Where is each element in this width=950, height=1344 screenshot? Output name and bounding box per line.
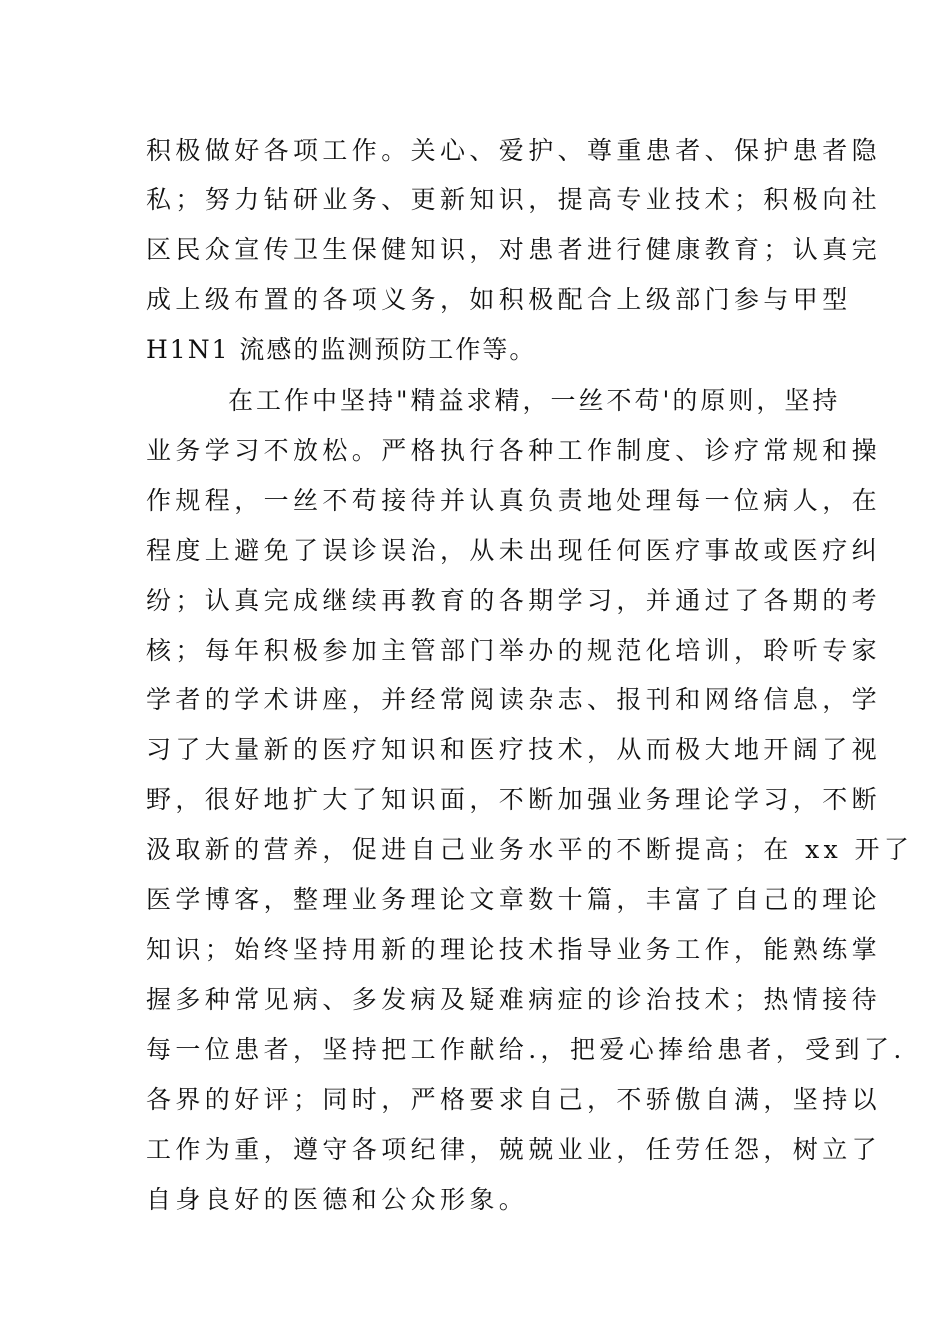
text-line: 汲取新的营养，促进自己业务水平的不断提高；在 xx 开了 [146, 835, 914, 864]
text-line: 握多种常见病、多发病及疑难病症的诊治技术；热情接待 [146, 985, 882, 1014]
text-line: 区民众宣传卫生保健知识，对患者进行健康教育；认真完 [146, 235, 882, 264]
text-line: 工作为重，遵守各项纪律，兢兢业业，任劳任怨，树立了 [146, 1135, 882, 1164]
text-line: 程度上避免了误诊误治，从未出现任何医疗事故或医疗纠 [146, 536, 882, 565]
text-line: H1N1 流感的监测预防工作等。 [146, 335, 537, 364]
text-line: 学者的学术讲座，并经常阅读杂志、报刊和网络信息，学 [146, 685, 882, 714]
text-line: 野，很好地扩大了知识面，不断加强业务理论学习，不断 [146, 785, 882, 814]
text-line: 成上级布置的各项义务，如积极配合上级部门参与甲型 [146, 285, 852, 314]
text-line: 业务学习不放松。严格执行各种工作制度、诊疗常规和操 [146, 436, 882, 465]
text-line: 核；每年积极参加主管部门举办的规范化培训，聆听专家 [146, 636, 882, 665]
text-line-indented: 在工作中坚持"精益求精，一丝不苟'的原则，坚持 [228, 386, 841, 415]
text-line: 积极做好各项工作。关心、爱护、尊重患者、保护患者隐 [146, 136, 882, 165]
text-line: 纷；认真完成继续再教育的各期学习，并通过了各期的考 [146, 586, 882, 615]
text-line: 私；努力钻研业务、更新知识，提高专业技术；积极向社 [146, 185, 882, 214]
text-line: 自身良好的医德和公众形象。 [146, 1185, 529, 1214]
text-line: 每一位患者，坚持把工作献给.，把爱心捧给患者，受到了. [146, 1035, 906, 1064]
text-line: 习了大量新的医疗知识和医疗技术，从而极大地开阔了视 [146, 735, 882, 764]
text-line: 各界的好评；同时，严格要求自己，不骄傲自满，坚持以 [146, 1085, 882, 1114]
text-line: 知识；始终坚持用新的理论技术指导业务工作，能熟练掌 [146, 935, 882, 964]
text-line: 医学博客，整理业务理论文章数十篇，丰富了自己的理论 [146, 885, 882, 914]
text-line: 作规程，一丝不苟接待并认真负责地处理每一位病人，在 [146, 486, 882, 515]
